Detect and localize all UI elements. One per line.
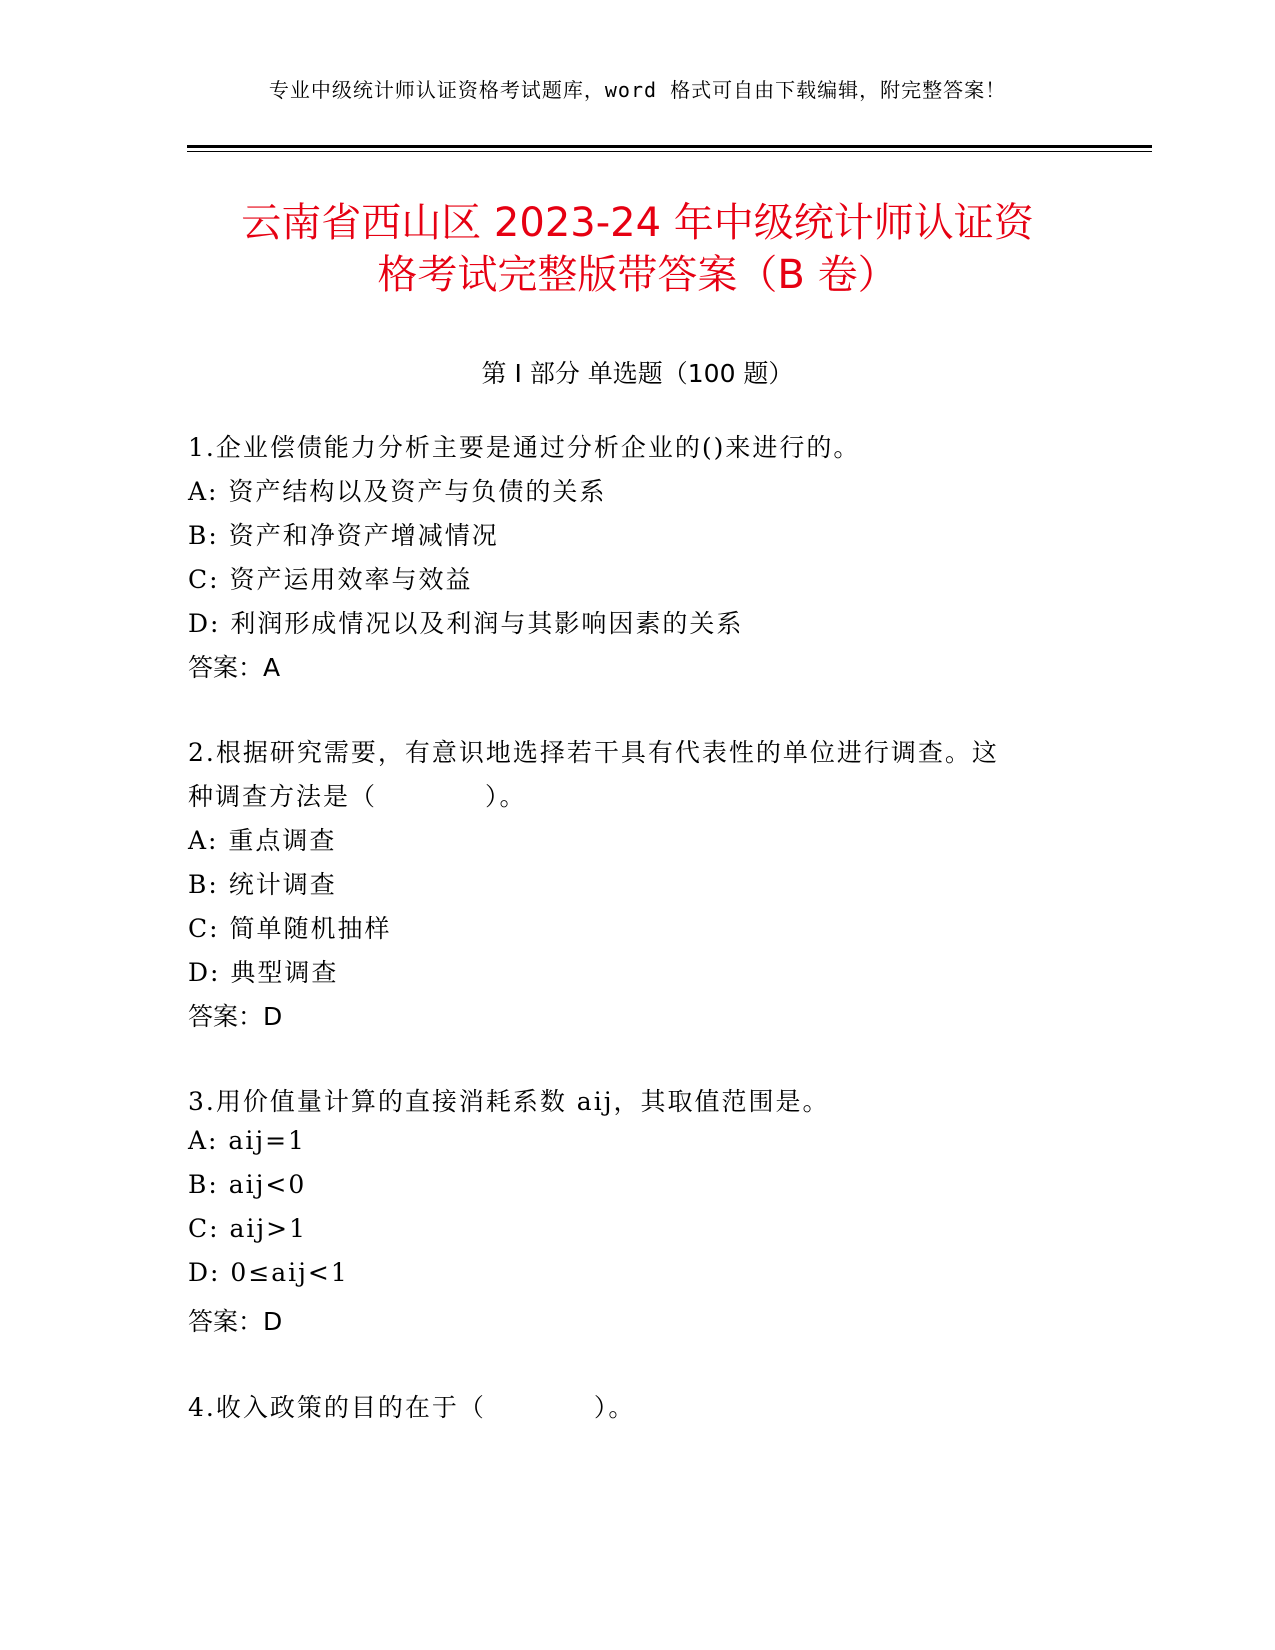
header-rule-thick [187,145,1152,148]
question-3-option-d: D: 0≤aij<1 [188,1258,349,1287]
question-3-stem: 3.用价值量计算的直接消耗系数 aij，其取值范围是。 [188,1087,830,1116]
question-2-answer: 答案：D [188,1002,283,1031]
header-note: 专业中级统计师认证资格考试题库，word 格式可自由下载编辑，附完整答案！ [268,78,1007,102]
question-2-option-b: B: 统计调查 [188,870,337,899]
question-3-option-a: A: aij=1 [188,1126,306,1155]
question-1-answer: 答案：A [188,653,281,682]
section-title: 第 I 部分 单选题（100 题） [481,359,794,388]
question-3-answer: 答案：D [188,1307,283,1336]
question-2-option-d: D: 典型调查 [188,958,339,987]
document-title [187,197,1088,301]
title-line-1: 云南省西山区 2023-24 年中级统计师认证资 [241,200,1034,246]
question-2-option-c: C: 简单随机抽样 [188,914,392,943]
question-2-stem-line-1: 2.根据研究需要，有意识地选择若干具有代表性的单位进行调查。这 [188,738,999,767]
question-3-option-c: C: aij>1 [188,1214,308,1243]
question-1-option-b: B: 资产和净资产增减情况 [188,521,499,550]
title-line-2: 格考试完整版带答案（B 卷） [377,252,898,298]
question-1-option-c: C: 资产运用效率与效益 [188,565,473,594]
question-4-stem: 4.收入政策的目的在于（ ）。 [188,1393,636,1422]
header-rule-thin [187,151,1152,152]
question-1-stem: 1.企业偿债能力分析主要是通过分析企业的()来进行的。 [188,433,861,462]
question-3-option-b: B: aij<0 [188,1170,307,1199]
question-2-stem-line-2: 种调查方法是（ ）。 [188,782,527,811]
question-1-option-d: D: 利润形成情况以及利润与其影响因素的关系 [188,609,744,638]
question-2-option-a: A: 重点调查 [188,826,337,855]
question-1-option-a: A: 资产结构以及资产与负债的关系 [188,477,607,506]
